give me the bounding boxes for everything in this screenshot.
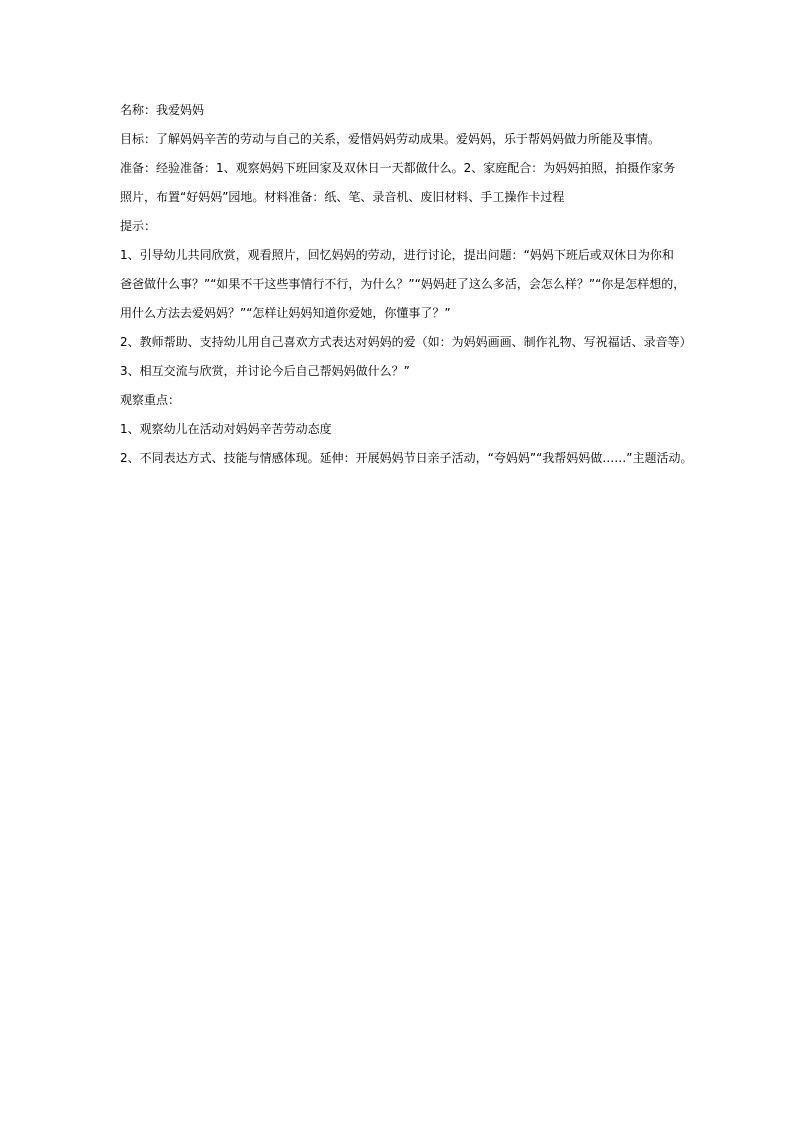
- tip-1-line-1: 1、引导幼儿共同欣赏，观看照片，回忆妈妈的劳动，进行讨论，提出问题：“妈妈下班后或双休日为你和: [120, 248, 674, 262]
- preparation-line-1: 准备：经验准备：1、观察妈妈下班回家及双休日一天都做什么。2、家庭配合：为妈妈拍照，拍摄作家务: [120, 161, 676, 175]
- preparation-line-2: 照片，布置“好妈妈”园地。材料准备：纸、笔、录音机、废旧材料、手工操作卡过程: [120, 190, 565, 204]
- tip-1-line-2: 爸爸做什么事？”“如果不干这些事情行不行，为什么？”“妈妈赶了这么多活，会怎么样？”“你是怎样想的，: [120, 277, 686, 291]
- observation-item-2: 2、不同表达方式、技能与情感体现。延伸：开展妈妈节日亲子活动，“夸妈妈”“我帮妈妈做……”主题活动。: [120, 451, 693, 465]
- tips-heading: 提示：: [120, 219, 157, 233]
- goal-line: 目标：了解妈妈辛苦的劳动与自己的关系，爱惜妈妈劳动成果。爱妈妈，乐于帮妈妈做力所能及事情。: [120, 132, 661, 146]
- tip-1-line-3: 用什么方法去爱妈妈？”“怎样让妈妈知道你爱她，你懂事了？”: [120, 306, 451, 320]
- observation-heading: 观察重点：: [120, 393, 181, 407]
- tip-3-line: 3、相互交流与欣赏，并讨论今后自己帮妈妈做什么？”: [120, 364, 410, 378]
- lesson-title-line: 名称：我爱妈妈: [120, 103, 205, 117]
- tip-2-line: 2、教师帮助、支持幼儿用自己喜欢方式表达对妈妈的爱（如：为妈妈画画、制作礼物、写祝福话、录音等）: [120, 335, 692, 349]
- observation-item-1: 1、观察幼儿在活动对妈妈辛苦劳动态度: [120, 422, 332, 436]
